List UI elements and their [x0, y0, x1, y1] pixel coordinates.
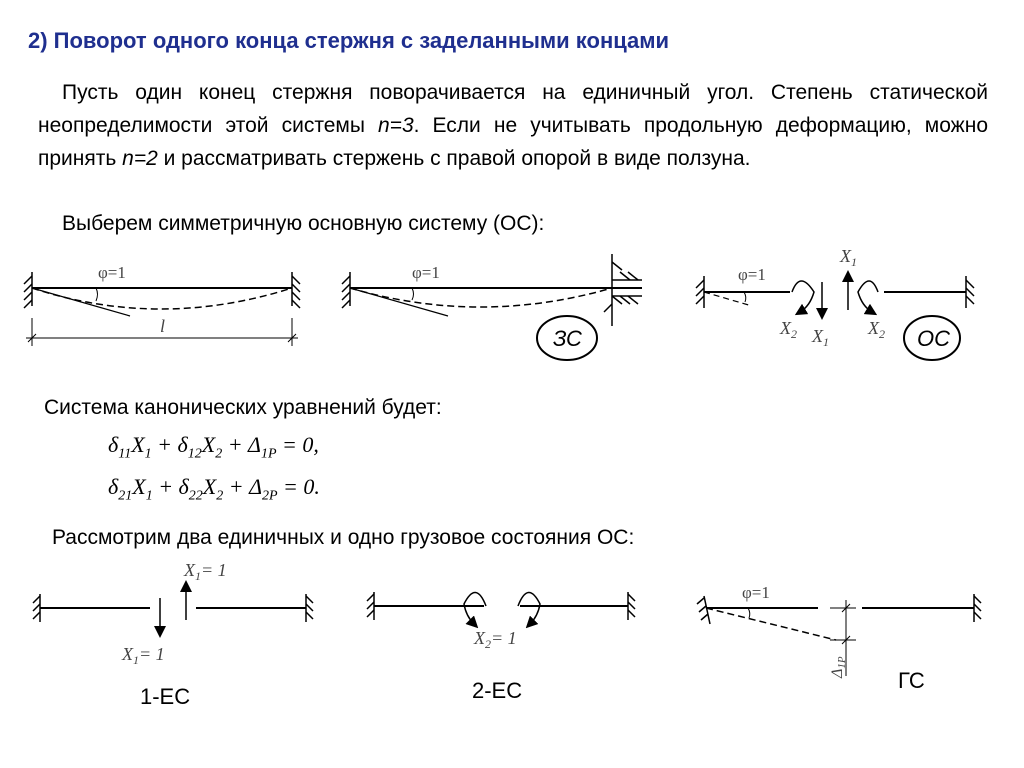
- angle-arc: [748, 608, 750, 618]
- left-fixed-support: [367, 592, 374, 620]
- diagram-given-system: [342, 254, 642, 360]
- phi-label: φ=1: [412, 263, 440, 282]
- states-title: Рассмотрим два единичных и одно грузовое состояния ОС:: [52, 526, 635, 549]
- x1-bottom-label: $X_1= 1$: [122, 644, 165, 667]
- right-fixed-support: [966, 276, 974, 308]
- equation-1: $\delta_{11}X_1 + \delta_{12}X_2 + \Delta_{1P} = 0$,: [108, 432, 319, 462]
- x1-bottom-label: $X_1$: [812, 326, 829, 349]
- x2-label: $X_2= 1$: [474, 628, 517, 651]
- diagram-load-state: [697, 583, 981, 679]
- zs-badge-label: ЗС: [553, 326, 582, 351]
- deflected-shape: [32, 288, 292, 309]
- right-fixed-support: [306, 594, 313, 622]
- load-deflection-line: [706, 608, 836, 640]
- left-fixed-support: [696, 276, 704, 308]
- x1-top-label: $X_1$: [840, 246, 857, 269]
- intro-text-2: . Если не учитывать продольную деформацию, можно принять: [38, 114, 989, 170]
- right-fixed-support: [974, 594, 981, 622]
- moment-arrow-left: [792, 281, 814, 312]
- deflected-shape: [350, 288, 612, 307]
- left-rotated-support: [697, 596, 710, 624]
- intro-text-3: и рассматривать стержень с правой опорой в виде ползуна.: [157, 147, 751, 170]
- left-fixed-support: [342, 272, 350, 308]
- slider-support: [604, 254, 642, 326]
- choose-system-text: Выберем симметричную основную систему (ОС):: [62, 212, 545, 235]
- diagram-unit-state-2: [367, 592, 635, 651]
- phi-label: φ=1: [738, 265, 766, 284]
- right-fixed-support: [292, 272, 300, 308]
- angle-arc: [96, 288, 98, 301]
- phi-label: φ=1: [742, 583, 770, 602]
- intro-n2: n=2: [122, 147, 158, 170]
- x2-left-label: $X_2$: [780, 318, 797, 341]
- moment-arrow-left: [464, 592, 486, 624]
- right-fixed-support: [628, 592, 635, 620]
- diagram-fixed-beam: [24, 263, 300, 346]
- delta-1p-label: Δ1P: [829, 656, 848, 678]
- diagram-basic-system: [696, 246, 974, 360]
- left-fixed-support: [33, 594, 40, 622]
- length-label: l: [160, 316, 166, 336]
- intro-text-1: Пусть один конец стержня поворачивается на единичный угол. Степень статической неопределимости этой системы: [38, 81, 988, 137]
- left-fixed-support: [24, 272, 32, 308]
- state-3-label: ГС: [898, 668, 925, 693]
- angle-arc: [744, 292, 746, 302]
- state-1-label: 1-ЕС: [140, 684, 191, 709]
- phi-label: φ=1: [98, 263, 126, 282]
- moment-arrow-right: [518, 592, 540, 624]
- x1-top-label: $X_1= 1$: [184, 560, 227, 583]
- intro-n3: n=3: [378, 114, 414, 137]
- moment-arrow-right: [858, 281, 878, 312]
- diagram-unit-state-1: [33, 560, 313, 667]
- state-2-label: 2-ЕС: [472, 678, 523, 703]
- slide-title: 2) Поворот одного конца стержня с заделанными концами: [28, 28, 670, 53]
- angle-arc: [412, 288, 414, 300]
- os-badge-label: ОС: [917, 326, 950, 351]
- equation-2: $\delta_{21}X_1 + \delta_{22}X_2 + \Delta_{2P} = 0$.: [108, 474, 320, 504]
- x2-right-label: $X_2$: [868, 318, 885, 341]
- canonical-equations-title: Система канонических уравнений будет:: [44, 396, 442, 419]
